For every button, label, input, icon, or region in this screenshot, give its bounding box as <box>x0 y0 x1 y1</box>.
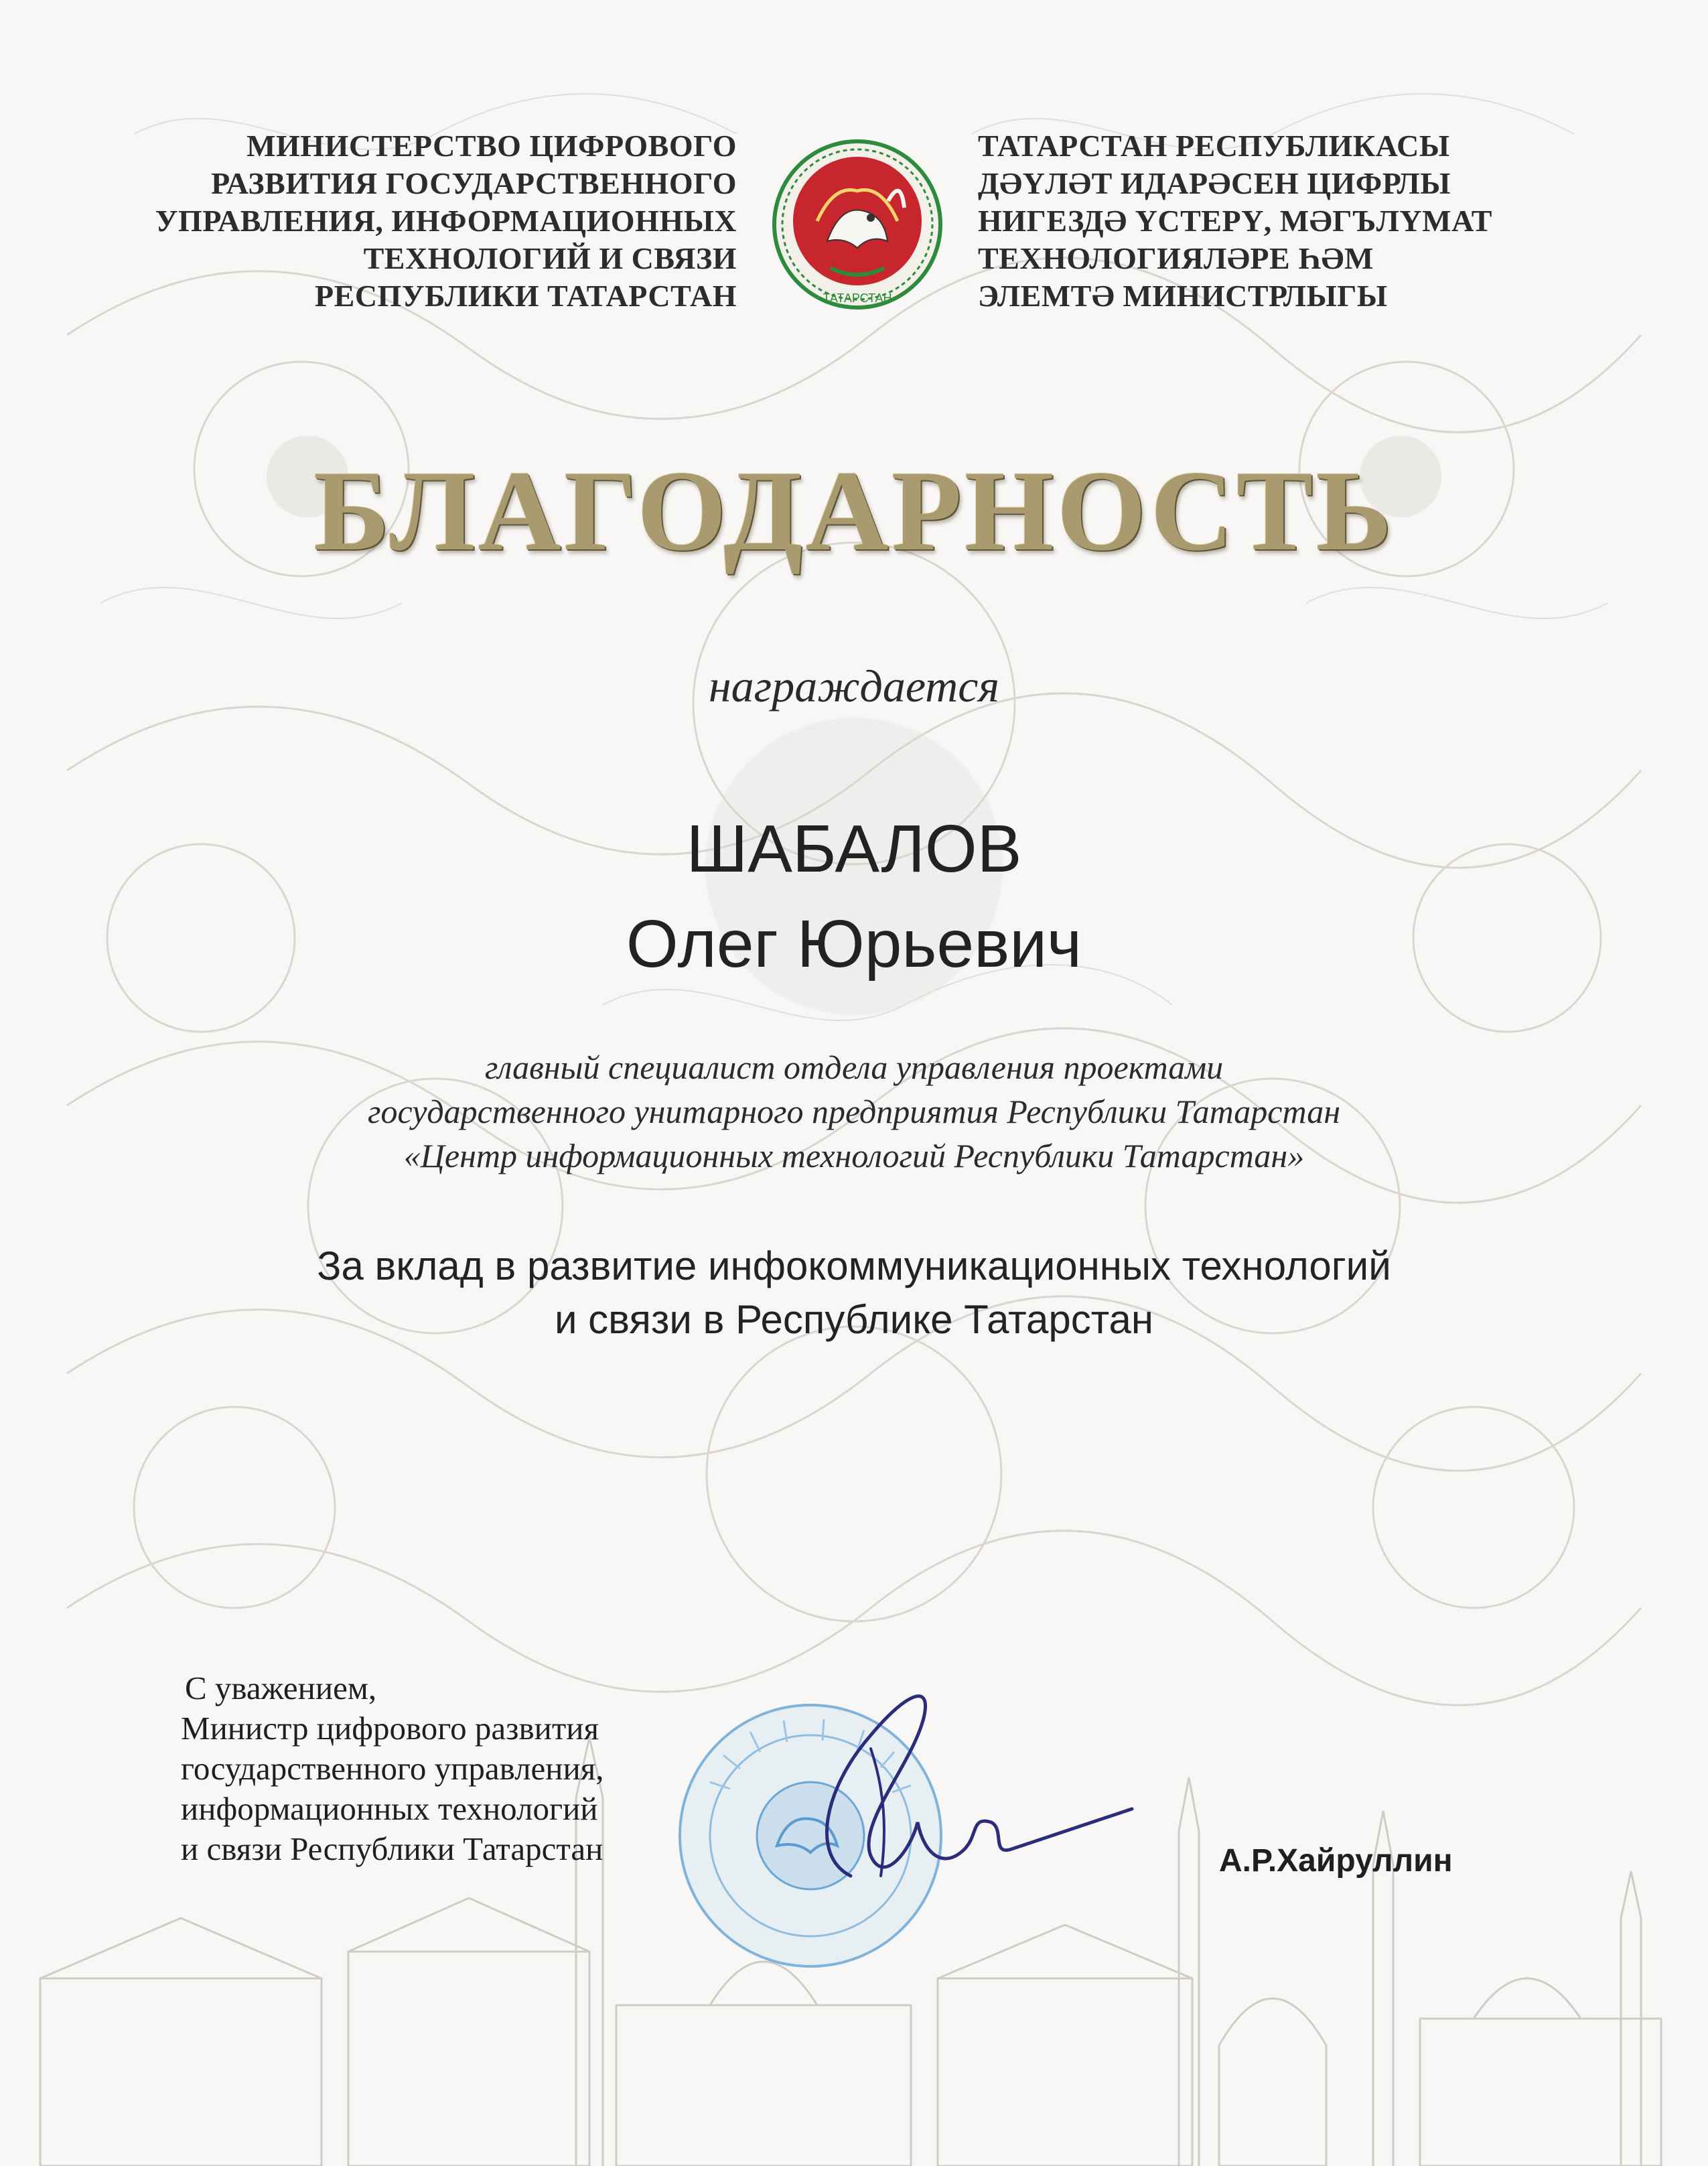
ministry-name-ru-line: РАЗВИТИЯ ГОСУДАРСТВЕННОГО <box>211 166 737 200</box>
reason-line: и связи в Республике Татарстан <box>554 1297 1154 1342</box>
certificate-title: БЛАГОДАРНОСТЬ <box>313 448 1395 575</box>
ministry-name-tt-line: ДӘҮЛӘТ ИДАРӘСЕН ЦИФРЛЫ <box>978 166 1451 200</box>
position-line: «Центр информационных технологий Республики Татарстан» <box>403 1137 1305 1174</box>
signoff-line: и связи Республики Татарстан <box>181 1830 603 1867</box>
signoff-line: Министр цифрового развития <box>181 1710 599 1747</box>
ministry-name-tt-line: ТЕХНОЛОГИЯЛӘРЕ ҺӘМ <box>978 241 1374 275</box>
recipient-position <box>0 1045 1708 1178</box>
position-line: главный специалист отдела управления проектами <box>484 1048 1224 1086</box>
ministry-name-ru-line: ТЕХНОЛОГИЙ И СВЯЗИ <box>363 241 737 275</box>
handwritten-signature <box>770 1655 1145 1909</box>
ministry-name-russian <box>114 127 737 315</box>
signoff-line: С уважением, <box>185 1670 377 1706</box>
signoff-line: информационных технологий <box>181 1790 598 1827</box>
recipient-last-name: ШАБАЛОВ <box>686 811 1022 886</box>
emblem-label: ТАТАРСТАН <box>823 291 892 305</box>
ministry-name-ru-line: УПРАВЛЕНИЯ, ИНФОРМАЦИОННЫХ <box>155 204 737 238</box>
signoff-line: государственного управления, <box>181 1750 604 1787</box>
award-reason <box>0 1239 1708 1347</box>
reason-line: За вклад в развитие инфокоммуникационных технологий <box>317 1243 1391 1288</box>
ministry-name-tt-line: НИГЕЗДӘ ҮСТЕРҮ, МӘГЪЛҮМАТ <box>978 204 1492 238</box>
signer-name: А.Р.Хайруллин <box>1219 1843 1453 1879</box>
ministry-name-tatar <box>978 127 1601 315</box>
tatarstan-emblem-icon <box>770 131 944 325</box>
signoff-block <box>181 1668 703 1869</box>
position-line: государственного унитарного предприятия Республики Татарстан <box>367 1093 1341 1130</box>
ministry-name-tt-line: ЭЛЕМТӘ МИНИСТРЛЫГЫ <box>978 279 1388 313</box>
ministry-name-ru-line: МИНИСТЕРСТВО ЦИФРОВОГО <box>246 129 737 163</box>
awarded-text: награждается <box>708 661 1000 712</box>
ministry-name-ru-line: РЕСПУБЛИКИ ТАТАРСТАН <box>315 279 737 313</box>
recipient-first-names: Олег Юрьевич <box>626 906 1082 982</box>
ministry-name-tt-line: ТАТАРСТАН РЕСПУБЛИКАСЫ <box>978 129 1450 163</box>
